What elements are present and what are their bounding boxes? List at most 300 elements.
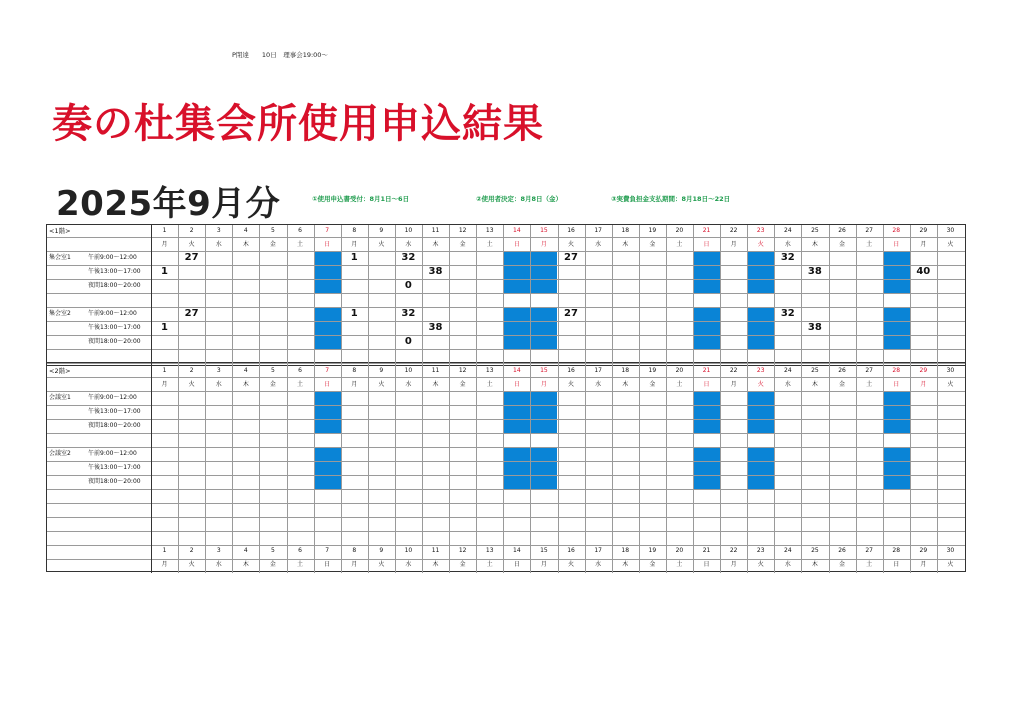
blocked-day-block: [883, 391, 910, 433]
grid-line: [883, 225, 884, 573]
weekday-label: 水: [595, 561, 602, 568]
time-slot-label: 午後13:00～17:00: [88, 324, 141, 331]
weekday-label: 木: [811, 561, 818, 568]
time-slot-label: 午後13:00～17:00: [88, 464, 141, 471]
weekday-label: 日: [893, 381, 900, 388]
floor-label-1: <1階>: [49, 227, 71, 235]
blocked-day-block: [883, 307, 910, 349]
day-number: 13: [485, 547, 494, 554]
time-slot-label: 午後13:00～17:00: [88, 408, 141, 415]
weekday-label: 土: [866, 561, 873, 568]
weekday-label: 日: [324, 241, 331, 248]
weekday-label: 火: [947, 381, 954, 388]
weekday-label: 金: [839, 381, 846, 388]
day-number: 11: [431, 227, 440, 234]
weekday-label: 火: [757, 381, 764, 388]
day-number: 13: [485, 367, 494, 374]
weekday-label: 土: [676, 561, 683, 568]
grid-line: [205, 225, 206, 573]
day-number: 2: [189, 547, 194, 554]
day-number: 5: [271, 227, 275, 234]
weekday-label: 月: [730, 241, 737, 248]
day-number: 5: [271, 367, 275, 374]
grid-line: [47, 531, 965, 532]
day-number: 29: [919, 227, 928, 234]
day-number: 8: [352, 367, 357, 374]
weekday-label: 月: [351, 381, 358, 388]
weekday-label: 火: [378, 381, 385, 388]
grid-line: [232, 225, 233, 573]
day-number: 11: [431, 367, 440, 374]
blocked-day-block: [693, 447, 720, 489]
day-number: 28: [892, 367, 901, 374]
day-number: 12: [458, 547, 467, 554]
day-number: 7: [325, 367, 330, 374]
grid-line: [639, 225, 640, 573]
blocked-day-block: [530, 391, 557, 433]
blocked-day-block: [530, 447, 557, 489]
weekday-label: 水: [215, 381, 222, 388]
weekday-label: 金: [269, 561, 276, 568]
day-number: 17: [594, 367, 602, 374]
day-number: 27: [865, 367, 873, 374]
day-number: 17: [594, 547, 602, 554]
blocked-day-block: [530, 307, 557, 349]
room-name: 会議室1: [49, 394, 71, 401]
weekday-label: 月: [161, 561, 168, 568]
weekday-label: 月: [540, 241, 547, 248]
grid-line: [395, 225, 396, 573]
weekday-label: 火: [188, 241, 195, 248]
grid-line: [937, 225, 938, 573]
weekday-label: 日: [703, 381, 710, 388]
weekday-label: 金: [269, 381, 276, 388]
weekday-label: 木: [622, 241, 629, 248]
grid-line: [720, 225, 721, 573]
day-number: 12: [458, 227, 467, 234]
grid-line: [666, 225, 667, 573]
grid-line: [47, 433, 965, 434]
weekday-label: 土: [676, 381, 683, 388]
grid-line: [341, 225, 342, 573]
grid-line: [47, 517, 965, 518]
day-number: 15: [540, 227, 548, 234]
day-number: 1: [162, 227, 167, 234]
weekday-label: 火: [378, 241, 385, 248]
weekday-label: 火: [947, 241, 954, 248]
day-number: 10: [404, 367, 413, 374]
day-number: 7: [325, 227, 330, 234]
weekday-label: 火: [568, 381, 575, 388]
grid-line: [47, 489, 965, 490]
blocked-day-block: [747, 251, 774, 293]
weekday-label: 月: [730, 561, 737, 568]
weekday-label: 金: [649, 561, 656, 568]
blocked-day-block: [747, 391, 774, 433]
day-number: 28: [892, 227, 901, 234]
blocked-day-block: [747, 307, 774, 349]
weekday-label: 月: [920, 561, 927, 568]
weekday-label: 日: [513, 561, 520, 568]
day-number: 19: [648, 547, 657, 554]
weekday-label: 火: [757, 561, 764, 568]
grid-line: [47, 321, 965, 322]
grid-line: [47, 391, 965, 392]
weekday-label: 日: [513, 241, 520, 248]
section-divider: [47, 362, 965, 363]
weekday-label: 水: [405, 381, 412, 388]
grid-line: [47, 335, 965, 336]
weekday-label: 金: [459, 241, 466, 248]
grid-line: [259, 225, 260, 573]
schedule-note-1: ①使用申込書受付：8月1日～6日: [312, 195, 410, 203]
grid-line: [47, 279, 965, 280]
time-slot-label: 夜間18:00～20:00: [88, 338, 141, 345]
weekday-label: 火: [757, 241, 764, 248]
blocked-day-block: [314, 307, 341, 349]
day-number: 28: [892, 547, 901, 554]
weekday-label: 土: [866, 381, 873, 388]
schedule-note-3: ③実費負担金支払期間：8月18日～22日: [611, 195, 731, 203]
day-number: 25: [811, 367, 819, 374]
blocked-day-block: [883, 251, 910, 293]
blocked-day-block: [314, 447, 341, 489]
day-number: 8: [352, 547, 357, 554]
applicant-count: 27: [564, 308, 578, 319]
room-name: 会議室2: [49, 450, 71, 457]
applicant-count: 38: [428, 322, 443, 333]
floor-label-2: <2階>: [49, 367, 71, 375]
day-number: 30: [946, 227, 955, 234]
grid-line: [910, 225, 911, 573]
day-number: 13: [485, 227, 494, 234]
grid-line: [585, 225, 586, 573]
weekday-label: 土: [486, 381, 493, 388]
grid-line: [47, 251, 965, 252]
day-number: 21: [702, 547, 711, 554]
time-slot-label: 夜間18:00～20:00: [88, 282, 141, 289]
weekday-label: 金: [269, 241, 276, 248]
grid-line: [530, 225, 531, 573]
applicant-count: 1: [350, 252, 358, 263]
applicant-count: 0: [404, 280, 412, 291]
weekday-label: 金: [649, 241, 656, 248]
blocked-day-block: [883, 447, 910, 489]
day-number: 19: [648, 227, 657, 234]
weekday-label: 水: [405, 561, 412, 568]
blocked-day-block: [503, 251, 530, 293]
grid-line: [47, 349, 965, 350]
applicant-count: 1: [350, 308, 358, 319]
weekday-label: 木: [432, 381, 439, 388]
applicant-count: 27: [184, 252, 199, 263]
day-number: 1: [162, 367, 167, 374]
day-number: 11: [431, 547, 440, 554]
time-slot-label: 午前9:00～12:00: [88, 310, 137, 317]
day-number: 18: [621, 227, 630, 234]
day-number: 26: [838, 547, 846, 554]
day-number: 2: [189, 367, 194, 374]
weekday-label: 土: [676, 241, 683, 248]
weekday-label: 日: [703, 241, 710, 248]
day-number: 30: [946, 547, 955, 554]
blocked-day-block: [503, 307, 530, 349]
grid-line: [422, 225, 423, 573]
grid-line: [178, 225, 179, 573]
day-number: 29: [919, 547, 928, 554]
weekday-label: 木: [432, 241, 439, 248]
day-number: 9: [379, 227, 384, 234]
grid-line: [47, 559, 965, 560]
weekday-label: 月: [161, 381, 168, 388]
weekday-label: 火: [378, 561, 385, 568]
grid-line: [774, 225, 775, 573]
blocked-day-block: [747, 447, 774, 489]
grid-line: [314, 225, 315, 573]
weekday-label: 月: [540, 561, 547, 568]
grid-line: [47, 307, 965, 308]
weekday-label: 水: [215, 561, 222, 568]
section-divider: [47, 365, 965, 366]
weekday-label: 木: [811, 381, 818, 388]
weekday-label: 月: [920, 381, 927, 388]
day-number: 1: [162, 547, 167, 554]
time-slot-label: 夜間18:00～20:00: [88, 422, 141, 429]
grid-line: [47, 377, 965, 378]
reservation-table: [46, 224, 966, 572]
applicant-count: 38: [428, 266, 443, 277]
day-number: 29: [919, 367, 928, 374]
weekday-label: 水: [784, 561, 791, 568]
day-number: 9: [379, 367, 384, 374]
day-number: 3: [216, 367, 221, 374]
day-number: 15: [540, 547, 548, 554]
day-number: 25: [811, 227, 819, 234]
time-slot-label: 夜間18:00～20:00: [88, 478, 141, 485]
applicant-count: 27: [184, 308, 199, 319]
day-number: 23: [756, 227, 765, 234]
day-number: 14: [513, 367, 521, 374]
weekday-label: 日: [324, 381, 331, 388]
day-number: 24: [784, 547, 792, 554]
day-number: 8: [352, 227, 357, 234]
blocked-day-block: [503, 391, 530, 433]
applicant-count: 38: [807, 266, 822, 277]
weekday-label: 木: [432, 561, 439, 568]
weekday-label: 水: [595, 241, 602, 248]
grid-line: [856, 225, 857, 573]
weekday-label: 金: [459, 561, 466, 568]
day-number: 14: [513, 227, 521, 234]
blocked-day-block: [530, 251, 557, 293]
weekday-label: 土: [486, 561, 493, 568]
room-name: 集会室1: [49, 254, 71, 261]
time-slot-label: 午前9:00～12:00: [88, 394, 137, 401]
page-subtitle: 2025年9月分: [56, 184, 281, 224]
grid-line: [449, 225, 450, 573]
weekday-label: 水: [215, 241, 222, 248]
weekday-label: 土: [297, 381, 304, 388]
weekday-label: 月: [730, 381, 737, 388]
weekday-label: 火: [947, 561, 954, 568]
weekday-label: 月: [920, 241, 927, 248]
weekday-label: 金: [459, 381, 466, 388]
day-number: 16: [567, 547, 575, 554]
grid-line: [368, 225, 369, 573]
applicant-count: 38: [807, 322, 822, 333]
weekday-label: 月: [540, 381, 547, 388]
time-slot-label: 午前9:00～12:00: [88, 450, 137, 457]
day-number: 2: [189, 227, 194, 234]
day-number: 3: [216, 547, 221, 554]
day-number: 21: [702, 367, 711, 374]
weekday-label: 金: [839, 561, 846, 568]
grid-line: [47, 419, 965, 420]
weekday-label: 日: [893, 241, 900, 248]
weekday-label: 日: [703, 561, 710, 568]
grid-line: [47, 461, 965, 462]
applicant-count: 0: [404, 336, 412, 347]
day-number: 6: [298, 227, 302, 234]
weekday-label: 日: [324, 561, 331, 568]
weekday-label: 木: [242, 241, 249, 248]
weekday-label: 木: [811, 241, 818, 248]
day-number: 10: [404, 227, 413, 234]
weekday-label: 日: [893, 561, 900, 568]
weekday-label: 火: [188, 381, 195, 388]
grid-line: [558, 225, 559, 573]
weekday-label: 木: [242, 381, 249, 388]
weekday-label: 土: [297, 241, 304, 248]
blocked-day-block: [693, 251, 720, 293]
grid-line: [801, 225, 802, 573]
grid-line: [747, 225, 748, 573]
weekday-label: 木: [622, 381, 629, 388]
weekday-label: 月: [351, 561, 358, 568]
weekday-label: 月: [161, 241, 168, 248]
day-number: 7: [325, 547, 330, 554]
weekday-label: 土: [486, 241, 493, 248]
grid-line: [693, 225, 694, 573]
day-number: 22: [729, 367, 738, 374]
weekday-label: 水: [405, 241, 412, 248]
day-number: 16: [567, 367, 575, 374]
weekday-label: 木: [622, 561, 629, 568]
applicant-count: 32: [780, 252, 795, 263]
blocked-day-block: [503, 447, 530, 489]
grid-line: [47, 447, 965, 448]
day-number: 21: [702, 227, 711, 234]
day-number: 23: [756, 367, 765, 374]
applicant-count: 32: [401, 252, 416, 263]
weekday-label: 日: [513, 381, 520, 388]
grid-line: [47, 405, 965, 406]
day-number: 20: [675, 227, 684, 234]
label-column-divider: [151, 225, 152, 573]
day-number: 12: [458, 367, 467, 374]
grid-line: [829, 225, 830, 573]
day-number: 16: [567, 227, 575, 234]
applicant-count: 27: [564, 252, 578, 263]
grid-line: [612, 225, 613, 573]
day-number: 20: [675, 367, 684, 374]
weekday-label: 木: [242, 561, 249, 568]
applicant-count: 32: [401, 308, 416, 319]
grid-line: [503, 225, 504, 573]
day-number: 25: [811, 547, 819, 554]
day-number: 27: [865, 227, 873, 234]
weekday-label: 水: [784, 381, 791, 388]
weekday-label: 水: [595, 381, 602, 388]
day-number: 15: [540, 367, 548, 374]
day-number: 6: [298, 547, 302, 554]
blocked-day-block: [693, 391, 720, 433]
applicant-count: 32: [780, 308, 795, 319]
day-number: 26: [838, 367, 846, 374]
weekday-label: 水: [784, 241, 791, 248]
day-number: 4: [243, 367, 248, 374]
day-number: 14: [513, 547, 521, 554]
day-number: 4: [243, 227, 248, 234]
grid-line: [47, 237, 965, 238]
weekday-label: 火: [188, 561, 195, 568]
day-number: 18: [621, 367, 630, 374]
day-number: 23: [756, 547, 765, 554]
day-number: 3: [216, 227, 221, 234]
day-number: 30: [946, 367, 955, 374]
day-number: 22: [729, 227, 738, 234]
day-number: 9: [379, 547, 384, 554]
blocked-day-block: [314, 251, 341, 293]
grid-line: [47, 545, 965, 546]
day-number: 27: [865, 547, 873, 554]
weekday-label: 土: [297, 561, 304, 568]
page-title: 奏の杜集会所使用申込結果: [52, 101, 544, 147]
day-number: 26: [838, 227, 846, 234]
day-number: 24: [784, 227, 792, 234]
applicant-count: 1: [161, 266, 168, 277]
applicant-count: 1: [161, 322, 168, 333]
weekday-label: 金: [839, 241, 846, 248]
schedule-note-2: ②使用者決定：8月8日（金）: [476, 195, 563, 203]
blocked-day-block: [314, 391, 341, 433]
top-note: P閉達 10日 理事会19:00～: [232, 51, 328, 59]
time-slot-label: 午前9:00～12:00: [88, 254, 137, 261]
blocked-day-block: [693, 307, 720, 349]
grid-line: [47, 293, 965, 294]
grid-line: [47, 503, 965, 504]
weekday-label: 月: [351, 241, 358, 248]
weekday-label: 金: [649, 381, 656, 388]
grid-line: [476, 225, 477, 573]
day-number: 20: [675, 547, 684, 554]
day-number: 5: [271, 547, 275, 554]
day-number: 19: [648, 367, 657, 374]
day-number: 17: [594, 227, 602, 234]
day-number: 22: [729, 547, 738, 554]
time-slot-label: 午後13:00～17:00: [88, 268, 141, 275]
applicant-count: 40: [916, 266, 931, 277]
day-number: 4: [243, 547, 248, 554]
day-number: 10: [404, 547, 413, 554]
weekday-label: 火: [568, 241, 575, 248]
room-name: 集会室2: [49, 310, 71, 317]
grid-line: [47, 265, 965, 266]
grid-line: [47, 475, 965, 476]
day-number: 6: [298, 367, 302, 374]
day-number: 24: [784, 367, 792, 374]
grid-line: [287, 225, 288, 573]
